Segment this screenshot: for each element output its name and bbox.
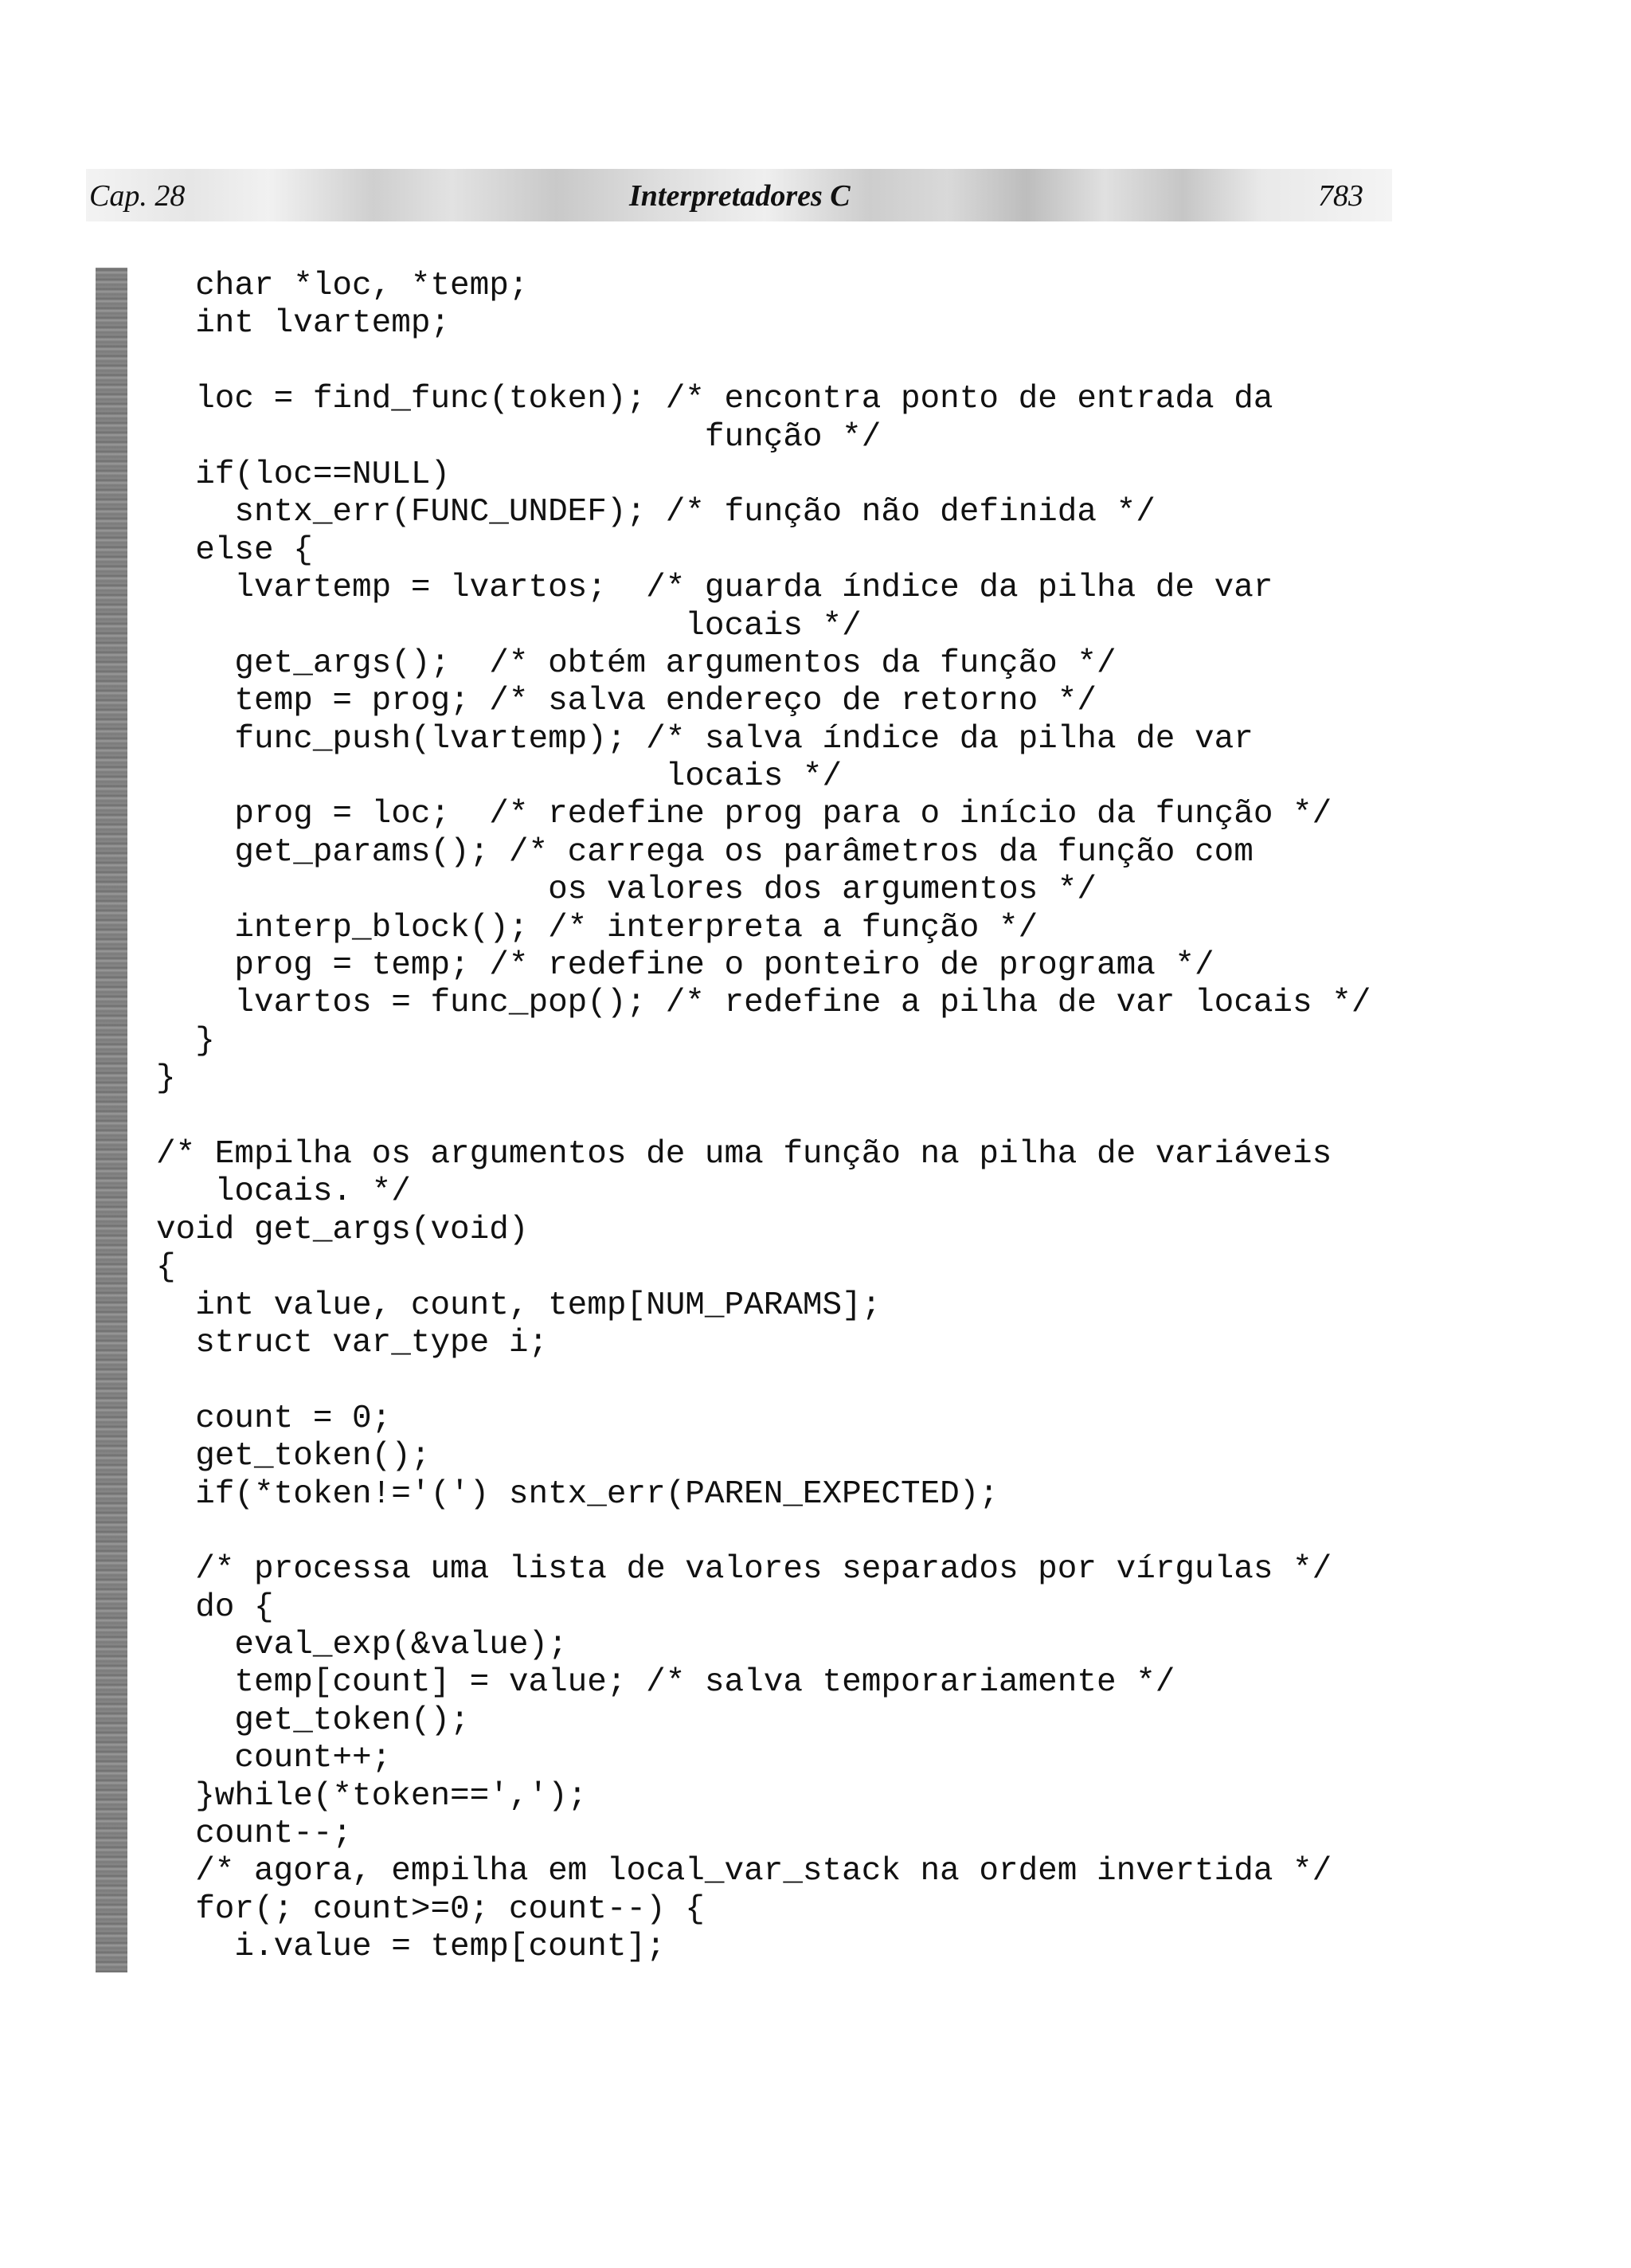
code-line: locais */ — [156, 758, 843, 796]
code-line: eval_exp(&value); — [156, 1627, 568, 1664]
chapter-label: Cap. 28 — [89, 179, 186, 213]
code-line: if(loc==NULL) — [156, 456, 451, 493]
code-line: } — [156, 1022, 215, 1060]
code-line: get_args(); /* obtém argumentos da função */ — [156, 644, 1117, 682]
code-line: prog = temp; /* redefine o ponteiro de programa */ — [156, 947, 1214, 985]
code-line: get_token(); — [156, 1702, 470, 1739]
code-line: /* agora, empilha em local_var_stack na ordem invertida */ — [156, 1853, 1332, 1890]
code-line: do { — [156, 1588, 274, 1626]
code-line: }while(*token==','); — [156, 1777, 588, 1815]
code-listing — [156, 268, 1371, 1967]
code-line: temp[count] = value; /* salva temporariamente */ — [156, 1664, 1175, 1702]
code-line: char *loc, *temp; — [156, 268, 529, 304]
code-line: { — [156, 1249, 176, 1287]
code-line: lvartos = func_pop(); /* redefine a pilha de var locais */ — [156, 985, 1371, 1022]
running-title: Interpretadores C — [629, 179, 851, 213]
code-line: get_params(); /* carrega os parâmetros da função com — [156, 833, 1254, 871]
code-line — [156, 1362, 1371, 1400]
code-line: loc = find_func(token); /* encontra ponto de entrada da — [156, 381, 1273, 418]
code-line: count = 0; — [156, 1400, 392, 1437]
code-line: } — [156, 1060, 176, 1098]
code-line: get_token(); — [156, 1438, 431, 1475]
code-line: void get_args(void) — [156, 1211, 529, 1248]
code-line: locais */ — [156, 607, 862, 644]
code-line: for(; count>=0; count--) { — [156, 1890, 705, 1928]
code-line — [156, 1099, 1371, 1136]
code-line: locais. */ — [156, 1173, 411, 1211]
code-line: os valores dos argumentos */ — [156, 872, 1097, 909]
code-line: /* processa uma lista de valores separados por vírgulas */ — [156, 1551, 1332, 1588]
code-line: struct var_type i; — [156, 1324, 549, 1361]
code-line: lvartemp = lvartos; /* guarda índice da pilha de var — [156, 570, 1273, 607]
side-margin-bar — [96, 268, 127, 1972]
code-line: func_push(lvartemp); /* salva índice da pilha de var — [156, 720, 1254, 758]
code-line — [156, 343, 1371, 381]
code-line: /* Empilha os argumentos de uma função na pilha de variáveis — [156, 1135, 1332, 1173]
page-number: 783 — [1318, 179, 1363, 213]
code-line: i.value = temp[count]; — [156, 1929, 666, 1966]
code-line: sntx_err(FUNC_UNDEF); /* função não definida */ — [156, 494, 1156, 531]
code-line: função */ — [156, 418, 882, 456]
code-line: if(*token!='(') sntx_err(PAREN_EXPECTED); — [156, 1475, 999, 1513]
code-line: count--; — [156, 1816, 353, 1853]
code-line: int lvartemp; — [156, 305, 451, 343]
code-line: count++; — [156, 1740, 392, 1777]
code-line: interp_block(); /* interpreta a função */ — [156, 909, 1038, 946]
code-line: else { — [156, 531, 313, 569]
code-line: temp = prog; /* salva endereço de retorno */ — [156, 683, 1097, 720]
code-line — [156, 1514, 1371, 1551]
code-line: int value, count, temp[NUM_PARAMS]; — [156, 1287, 882, 1324]
code-line: prog = loc; /* redefine prog para o início da função */ — [156, 796, 1332, 833]
